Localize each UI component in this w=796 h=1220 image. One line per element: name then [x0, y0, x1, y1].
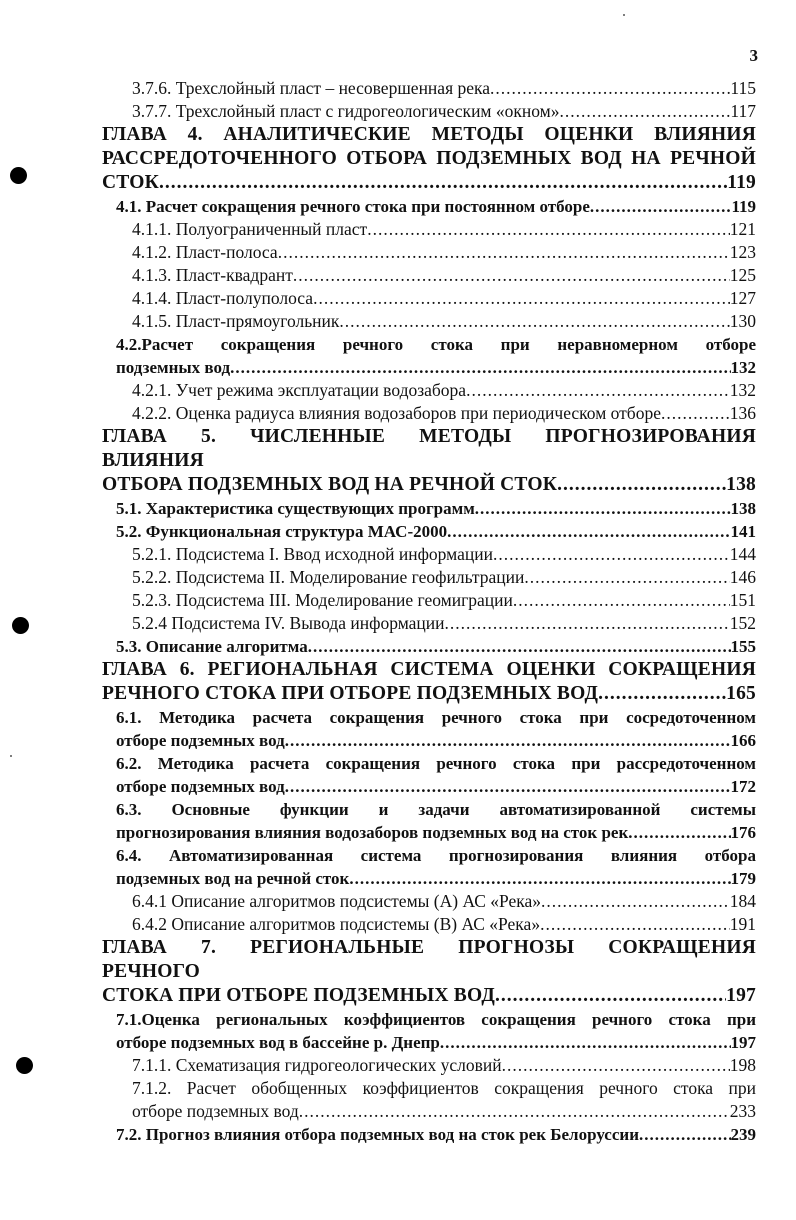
subsection-entry — [102, 566, 756, 589]
entry-line — [102, 171, 756, 195]
section-entry — [102, 333, 756, 379]
dot-leader — [590, 195, 732, 218]
dot-leader — [278, 241, 730, 264]
entry-title: РЕЧНОГО СТОКА ПРИ ОТБОРЕ ПОДЗЕМНЫХ ВОД — [102, 683, 599, 704]
entry-line — [116, 729, 756, 752]
entry-page-number: 130 — [729, 311, 756, 331]
entry-title: 5.2.1. Подсистема I. Ввод исходной информации — [132, 544, 493, 564]
entry-page-number: 144 — [729, 544, 756, 564]
dot-leader — [639, 1123, 731, 1146]
entry-line — [116, 821, 756, 844]
section-entry — [102, 798, 756, 844]
entry-line — [132, 287, 756, 310]
entry-line — [102, 682, 756, 706]
entry-title: 5.2. Функциональная структура МАС-2000 — [116, 522, 448, 541]
entry-line — [132, 402, 756, 425]
entry-page-number: 166 — [730, 731, 756, 750]
entry-page-number: 191 — [729, 914, 756, 934]
dot-leader — [313, 287, 730, 310]
entry-page-number: 117 — [730, 101, 756, 121]
entry-page-number: 123 — [729, 242, 756, 262]
entry-title-lead: 6.4. Автоматизированная система прогнозирования влияния отбора — [116, 846, 756, 865]
page-number: 3 — [749, 46, 758, 65]
subsection-entry — [102, 100, 756, 123]
entry-title: ОТБОРА ПОДЗЕМНЫХ ВОД НА РЕЧНОЙ СТОК — [102, 474, 558, 495]
subsection-entry — [102, 890, 756, 913]
entry-title: 4.1.5. Пласт-прямоугольник — [132, 311, 340, 331]
entry-line — [132, 241, 756, 264]
subsection-entry — [102, 287, 756, 310]
entry-line — [116, 195, 756, 218]
section-entry — [102, 1008, 756, 1054]
dot-leader — [661, 402, 730, 425]
entry-line — [132, 100, 756, 123]
entry-title: 7.1.1. Схематизация гидрогеологических условий — [132, 1055, 502, 1075]
entry-line — [132, 612, 756, 635]
entry-title-lead: 7.1.2. Расчет обобщенных коэффициентов сокращения речного стока при — [132, 1078, 756, 1098]
section-entry — [102, 844, 756, 890]
dot-leader — [513, 589, 730, 612]
entry-line — [132, 379, 756, 402]
subsection-entry — [102, 310, 756, 333]
entry-title: 4.1.1. Полуограниченный пласт — [132, 219, 368, 239]
binding-hole — [12, 617, 29, 634]
entry-line — [132, 1100, 756, 1123]
entry-page-number: 165 — [726, 683, 756, 704]
entry-page-number: 172 — [730, 777, 756, 796]
entry-line — [116, 1123, 756, 1146]
dot-leader — [349, 867, 730, 890]
dot-leader — [230, 356, 730, 379]
entry-title-lead: ГЛАВА 7. РЕГИОНАЛЬНЫЕ ПРОГНОЗЫ СОКРАЩЕНИЯ РЕЧНОГО — [102, 937, 756, 982]
entry-title: 4.2.2. Оценка радиуса влияния водозаборов при периодическом отборе — [132, 403, 661, 423]
entry-line — [132, 264, 756, 287]
dot-leader — [502, 1054, 730, 1077]
entry-page-number: 179 — [730, 869, 756, 888]
entry-line — [116, 356, 756, 379]
table-of-contents — [102, 77, 756, 1146]
entry-title: отборе подземных вод — [132, 1101, 299, 1121]
entry-line — [132, 77, 756, 100]
entry-line — [132, 566, 756, 589]
dot-leader — [490, 77, 730, 100]
entry-title-lead: 6.3. Основные функции и задачи автоматизированной системы — [116, 800, 756, 819]
entry-title-lead: ГЛАВА 4. АНАЛИТИЧЕСКИЕ МЕТОДЫ ОЦЕНКИ ВЛИЯНИЯ РАССРЕДОТОЧЕННОГО ОТБОРА ПОДЗЕМНЫХ ВОД НА РЕЧНОЙ — [102, 124, 756, 169]
entry-title: 4.1.3. Пласт-квадрант — [132, 265, 293, 285]
entry-page-number: 115 — [730, 78, 756, 98]
entry-line — [116, 497, 756, 520]
entry-title: 3.7.6. Трехслойный пласт – несовершенная река — [132, 78, 491, 98]
entry-page-number: 176 — [730, 823, 756, 842]
entry-line — [132, 1054, 756, 1077]
entry-page-number: 233 — [729, 1101, 756, 1121]
dot-leader — [308, 635, 731, 658]
entry-page-number: 125 — [729, 265, 756, 285]
entry-title: 7.2. Прогноз влияния отбора подземных вод на сток рек Белоруссии — [116, 1125, 639, 1144]
entry-line — [132, 589, 756, 612]
entry-page-number: 138 — [726, 474, 756, 495]
dot-leader — [440, 1031, 731, 1054]
entry-line — [102, 984, 756, 1008]
entry-title-lead: 6.1. Методика расчета сокращения речного стока при сосредоточенном — [116, 708, 756, 727]
dot-leader — [540, 913, 730, 936]
dot-leader — [285, 729, 731, 752]
dot-leader — [299, 1100, 730, 1123]
section-entry — [102, 520, 756, 543]
entry-page-number: 184 — [729, 891, 756, 911]
section-entry — [102, 1123, 756, 1146]
subsection-entry — [102, 913, 756, 936]
entry-title: отборе подземных вод — [116, 777, 285, 796]
entry-page-number: 127 — [729, 288, 756, 308]
entry-title: 5.2.4 Подсистема IV. Вывода информации — [132, 613, 445, 633]
dot-leader — [367, 218, 730, 241]
section-entry — [102, 195, 756, 218]
dot-leader — [339, 310, 729, 333]
entry-title-lead: ГЛАВА 5. ЧИСЛЕННЫЕ МЕТОДЫ ПРОГНОЗИРОВАНИЯ ВЛИЯНИЯ — [102, 426, 756, 471]
section-entry — [102, 635, 756, 658]
subsection-entry — [102, 1077, 756, 1123]
entry-title: отборе подземных вод — [116, 731, 285, 750]
dot-leader — [285, 775, 731, 798]
entry-line — [132, 913, 756, 936]
entry-page-number: 152 — [729, 613, 756, 633]
entry-line — [132, 310, 756, 333]
entry-page-number: 146 — [729, 567, 756, 587]
entry-title: 3.7.7. Трехслойный пласт с гидрогеологическим «окном» — [132, 101, 560, 121]
chapter-entry — [102, 123, 756, 195]
dot-leader — [493, 543, 730, 566]
subsection-entry — [102, 1054, 756, 1077]
entry-page-number: 138 — [730, 499, 756, 518]
entry-page-number: 197 — [726, 985, 756, 1006]
entry-line — [132, 218, 756, 241]
entry-title: 5.3. Описание алгоритма — [116, 637, 308, 656]
subsection-entry — [102, 589, 756, 612]
entry-line — [116, 520, 756, 543]
entry-page-number: 198 — [729, 1055, 756, 1075]
entry-title: 4.1.2. Пласт-полоса — [132, 242, 278, 262]
entry-line — [132, 543, 756, 566]
entry-line — [116, 635, 756, 658]
binding-hole — [16, 1057, 33, 1074]
entry-title: 4.2.1. Учет режима эксплуатации водозабора — [132, 380, 467, 400]
entry-line — [116, 867, 756, 890]
dot-leader — [541, 890, 730, 913]
entry-page-number: 136 — [729, 403, 756, 423]
entry-title-lead: 7.1.Оценка региональных коэффициентов сокращения речного стока при — [116, 1010, 756, 1029]
entry-page-number: 239 — [730, 1125, 756, 1144]
entry-title: отборе подземных вод в бассейне р. Днепр — [116, 1033, 440, 1052]
entry-title: 6.4.2 Описание алгоритмов подсистемы (В) АС «Река» — [132, 914, 541, 934]
entry-page-number: 197 — [730, 1033, 756, 1052]
subsection-entry — [102, 218, 756, 241]
entry-page-number: 155 — [730, 637, 756, 656]
entry-title: 5.2.2. Подсистема II. Моделирование геофильтрации — [132, 567, 525, 587]
section-entry — [102, 752, 756, 798]
binding-hole — [10, 167, 27, 184]
dot-leader — [628, 821, 730, 844]
chapter-entry — [102, 658, 756, 706]
entry-title: 5.2.3. Подсистема III. Моделирование геомиграции — [132, 590, 513, 610]
entry-page-number: 119 — [731, 197, 756, 216]
entry-title: СТОКА ПРИ ОТБОРЕ ПОДЗЕМНЫХ ВОД — [102, 985, 495, 1006]
subsection-entry — [102, 264, 756, 287]
dot-leader — [560, 100, 731, 123]
dot-leader — [557, 473, 726, 497]
dot-leader — [445, 612, 730, 635]
entry-line — [132, 890, 756, 913]
entry-title: подземных вод — [116, 358, 231, 377]
entry-page-number: 141 — [730, 522, 756, 541]
chapter-entry — [102, 425, 756, 497]
section-entry — [102, 497, 756, 520]
dot-leader — [495, 984, 726, 1008]
dot-leader — [524, 566, 729, 589]
dot-leader — [598, 682, 726, 706]
scan-speck — [10, 755, 12, 757]
subsection-entry — [102, 379, 756, 402]
subsection-entry — [102, 77, 756, 100]
entry-page-number: 119 — [727, 172, 756, 193]
dot-leader — [159, 171, 727, 195]
section-entry — [102, 706, 756, 752]
entry-title-lead: ГЛАВА 6. РЕГИОНАЛЬНАЯ СИСТЕМА ОЦЕНКИ СОКРАЩЕНИЯ — [102, 659, 756, 680]
entry-title-lead: 6.2. Методика расчета сокращения речного стока при рассредоточенном — [116, 754, 756, 773]
entry-page-number: 132 — [729, 380, 756, 400]
entry-title: подземных вод на речной сток — [116, 869, 350, 888]
entry-line — [116, 775, 756, 798]
chapter-entry — [102, 936, 756, 1008]
dot-leader — [293, 264, 730, 287]
entry-title: СТОК — [102, 172, 159, 193]
dot-leader — [447, 520, 730, 543]
scan-speck — [623, 14, 625, 16]
entry-title: 4.1.4. Пласт-полуполоса — [132, 288, 314, 308]
entry-page-number: 121 — [729, 219, 756, 239]
entry-title: 5.1. Характеристика существующих программ — [116, 499, 475, 518]
subsection-entry — [102, 612, 756, 635]
subsection-entry — [102, 543, 756, 566]
dot-leader — [466, 379, 730, 402]
entry-title: 6.4.1 Описание алгоритмов подсистемы (А) АС «Река» — [132, 891, 542, 911]
dot-leader — [475, 497, 731, 520]
entry-title: прогнозирования влияния водозаборов подземных вод на сток рек — [116, 823, 629, 842]
entry-line — [102, 473, 756, 497]
subsection-entry — [102, 402, 756, 425]
entry-page-number: 151 — [729, 590, 756, 610]
subsection-entry — [102, 241, 756, 264]
entry-page-number: 132 — [730, 358, 756, 377]
entry-title-lead: 4.2.Расчет сокращения речного стока при неравномерном отборе — [116, 335, 756, 354]
entry-title: 4.1. Расчет сокращения речного стока при постоянном отборе — [116, 197, 590, 216]
entry-line — [116, 1031, 756, 1054]
